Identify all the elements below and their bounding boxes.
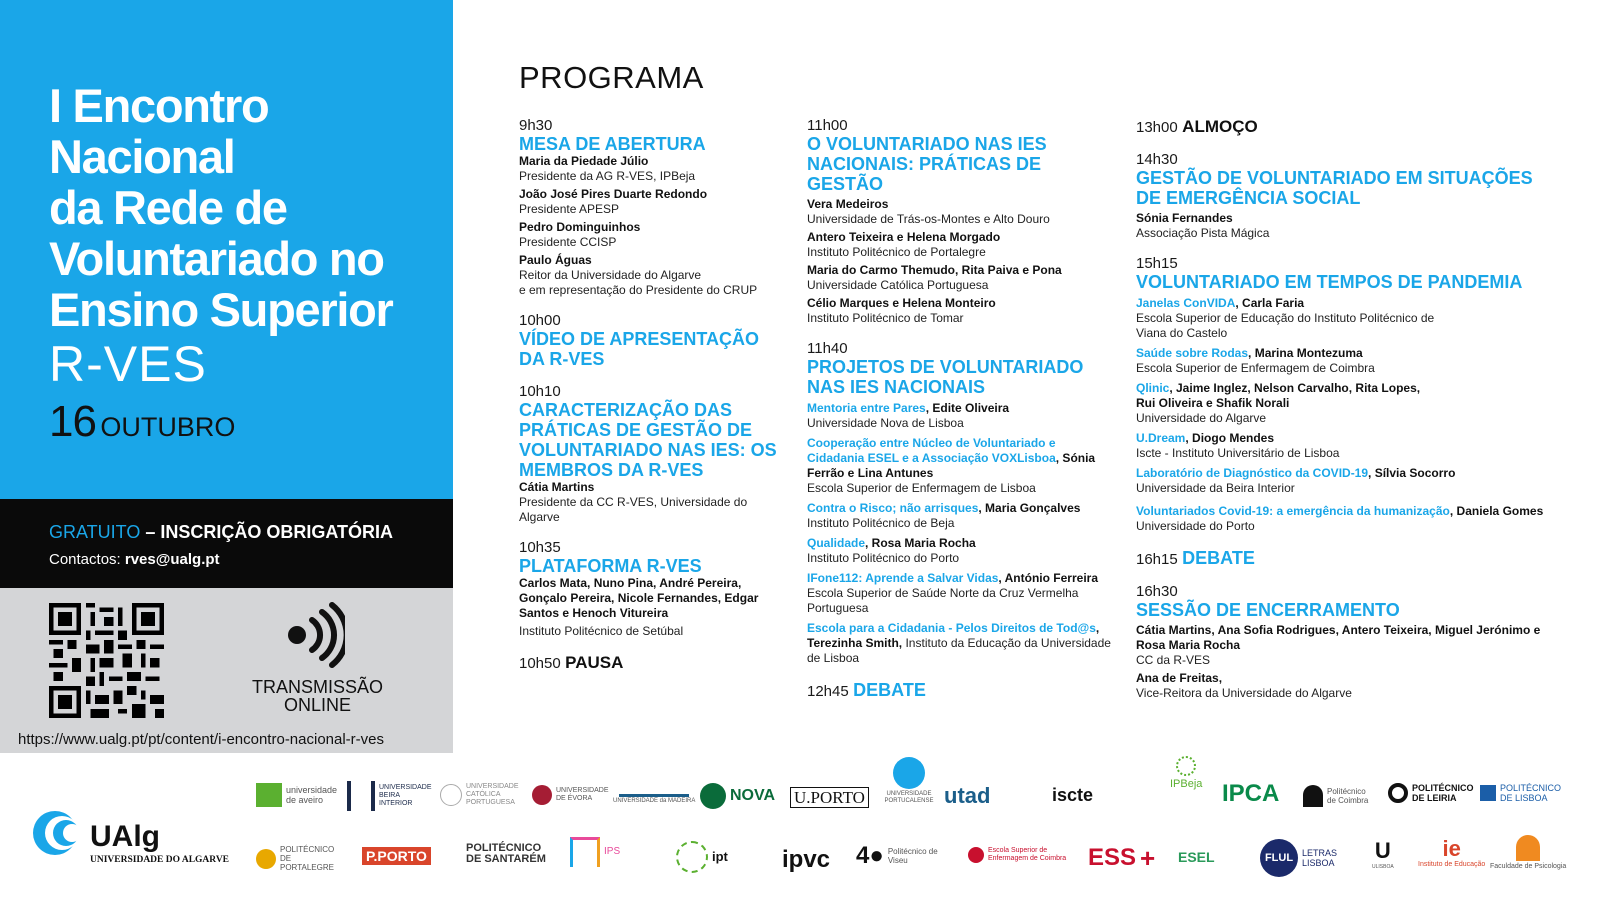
ualg-logo-subtitle: UNIVERSIDADE DO ALGARVE — [90, 855, 230, 865]
logo-ulisboa — [1372, 839, 1394, 870]
logo-text: IPBeja — [1170, 778, 1203, 790]
project-title: Janelas ConVIDA — [1136, 296, 1236, 310]
project-item — [807, 501, 1112, 531]
date-month: OUTUBRO — [100, 412, 236, 442]
speaker — [519, 220, 784, 250]
required-label: – INSCRIÇÃO OBRIGATÓRIA — [140, 522, 394, 542]
project-author: , Daniela Gomes — [1449, 504, 1544, 518]
speaker — [807, 230, 1112, 260]
logo-ipbeja — [1170, 756, 1202, 790]
logo-text: P.PORTO — [362, 847, 431, 865]
project-title: U.Dream — [1136, 431, 1186, 445]
session-time: 10h10 — [519, 383, 561, 400]
portucalense-mark-icon — [893, 757, 925, 789]
project-item — [807, 621, 1112, 666]
ipbeja-mark-icon — [1176, 756, 1196, 776]
speaker — [519, 154, 784, 184]
project-title: Laboratório de Diagnóstico da COVID-19 — [1136, 466, 1369, 480]
logo-text: UNIVERSIDADE BEIRA INTERIOR — [379, 784, 432, 807]
logo-psicologia — [1490, 835, 1566, 871]
project-item — [1136, 381, 1426, 426]
logo-madeira — [613, 781, 695, 805]
project-institution: Instituto Politécnico do Porto — [807, 551, 960, 565]
logo-text: IPS — [604, 846, 621, 857]
session-time: 16h30 — [1136, 583, 1178, 600]
project-item — [807, 401, 1112, 431]
session-practices — [807, 117, 1112, 326]
logo-ipca — [1222, 781, 1279, 807]
session-time: 11h40 — [807, 340, 848, 357]
project-item — [1136, 504, 1556, 534]
session-title: GESTÃO DE VOLUNTARIADO EM SITUAÇÕES — [1136, 168, 1533, 188]
logo-portalegre — [256, 845, 340, 872]
session-lunch — [1136, 117, 1556, 137]
speaker-name: João José Pires Duarte Redondo — [519, 187, 708, 201]
event-url-link[interactable]: https://www.ualg.pt/pt/content/i-encontro-nacional-r-ves — [18, 731, 385, 748]
logo-ubi — [347, 781, 434, 811]
project-institution: Instituto Politécnico de Beja — [807, 516, 955, 530]
logo-text: POLITÉCNICO DE LEIRIA — [1412, 783, 1474, 803]
ualg-logo-name: UAlg — [90, 820, 160, 853]
logo-santarem — [466, 843, 551, 865]
speaker-role: Vice-Reitora da Universidade do Algarve — [1136, 686, 1352, 700]
speaker — [807, 296, 1112, 326]
session-title: PAUSA — [565, 653, 624, 672]
logo-text: Politécnico de Viseu — [887, 847, 938, 865]
speaker — [807, 197, 1112, 227]
speaker-role: Associação Pista Mágica — [1136, 226, 1270, 240]
speaker-name: Maria do Carmo Themudo, Rita Paiva e Pona — [807, 263, 1062, 277]
stream-label-line: ONLINE — [283, 695, 352, 715]
project-author: , Sílvia Socorro — [1368, 466, 1456, 480]
session-title: VÍDEO DE APRESENTAÇÃO — [519, 329, 760, 349]
logo-flul — [1260, 839, 1338, 877]
logo-text: LETRAS LISBOA — [1302, 848, 1338, 868]
logo-text: NOVA — [730, 787, 776, 804]
speaker-name: Antero Teixeira e Helena Morgado — [807, 230, 1001, 244]
title-line: Voluntariado no — [49, 232, 384, 285]
logo-utad — [944, 785, 990, 807]
event-date — [49, 397, 235, 447]
logo-text: universidade de aveiro — [286, 785, 338, 805]
logo-viseu — [856, 842, 938, 869]
session-title: PLATAFORMA R-VES — [519, 556, 702, 576]
logo-ipvc — [782, 847, 830, 873]
program-title: PROGRAMA — [519, 60, 704, 95]
logo-text: utad — [944, 783, 991, 808]
speaker-role: Instituto Politécnico de Setúbal — [519, 624, 684, 638]
logo-text: ESS — [1088, 844, 1137, 871]
project-item — [1136, 466, 1556, 496]
logo-text: POLITÉCNICO DE LISBOA — [1500, 783, 1562, 803]
session-characterization — [519, 383, 784, 525]
free-label: GRATUITO — [49, 522, 141, 542]
logo-ipt — [676, 841, 728, 873]
speaker — [519, 187, 784, 217]
title-line: Ensino Superior — [49, 283, 393, 336]
session-pandemic — [1136, 255, 1556, 534]
session-emergency — [1136, 151, 1556, 241]
project-author: , Edite Oliveira — [925, 401, 1010, 415]
session-debate — [807, 680, 1112, 701]
logo-text: FLUL — [1260, 839, 1298, 877]
session-video — [519, 312, 784, 369]
logo-aveiro — [256, 783, 346, 807]
project-author: , Diogo Mendes — [1185, 431, 1275, 445]
session-time: 10h00 — [519, 312, 561, 329]
speaker-role: Presidente CCISP — [519, 235, 617, 249]
speaker-name: Ana de Freitas, — [1136, 671, 1223, 685]
ipt-mark-icon — [676, 841, 708, 873]
speaker-role: CC da R-VES — [1136, 653, 1211, 667]
ubi-mark-icon — [347, 781, 375, 811]
ips-mark-icon — [570, 837, 600, 867]
catolica-mark-icon — [440, 784, 462, 806]
title-line: Nacional — [49, 130, 235, 183]
registration-panel — [0, 499, 453, 588]
session-title: NACIONAIS: PRÁTICAS DE GESTÃO — [807, 154, 1042, 194]
project-author: , Sónia Ferrão e Lina Antunes — [807, 451, 1096, 480]
contacts-label: Contactos: — [49, 551, 125, 568]
speaker-role: Presidente da AG R-VES, IPBeja — [519, 169, 696, 183]
logo-uporto — [790, 787, 869, 808]
logo-text: Faculdade de Psicologia — [1490, 863, 1567, 870]
contacts-line — [49, 551, 220, 568]
speaker-role: Reitor da Universidade do Algarve — [519, 268, 702, 282]
red-cross-icon: + — [1140, 843, 1156, 873]
speaker-role: Instituto Politécnico de Portalegre — [807, 245, 986, 259]
project-institution: Escola Superior de Enfermagem de Coimbra — [1136, 361, 1375, 375]
project-institution: Universidade do Porto — [1136, 519, 1255, 533]
project-author: , Jaime Inglez, Nelson Carvalho, Rita Lopes, Rui Oliveira e Shafik Norali — [1136, 381, 1421, 410]
event-banner — [0, 0, 453, 499]
speaker-name: Sónia Fernandes — [1136, 211, 1233, 225]
project-institution: Universidade da Beira Interior — [1136, 481, 1295, 495]
program-column-2 — [807, 117, 1112, 715]
logo-text: ULISBOA — [1372, 864, 1394, 870]
project-author: , Carla Faria — [1235, 296, 1305, 310]
project-title: Qlinic — [1136, 381, 1170, 395]
project-author: , Maria Gonçalves — [978, 501, 1081, 515]
session-time: 11h00 — [807, 117, 848, 134]
project-title: Contra o Risco; não arrisques — [807, 501, 979, 515]
logo-text: IPCA — [1222, 780, 1280, 807]
project-institution: Universidade Nova de Lisboa — [807, 416, 964, 430]
project-title: Voluntariados Covid-19: a emergência da humanização — [1136, 504, 1450, 518]
logo-text: U.PORTO — [790, 787, 869, 808]
logo-evora — [532, 785, 609, 805]
session-time: 16h15 — [1136, 551, 1178, 568]
session-closing — [1136, 583, 1556, 701]
session-title: CARACTERIZAÇÃO DAS — [519, 400, 732, 420]
logo-text: iscte — [1052, 785, 1094, 805]
coimbra-mark-icon — [1303, 785, 1323, 807]
project-institution: Instituto da Educação da Universidade de Lisboa — [807, 636, 1111, 665]
session-title: SESSÃO DE ENCERRAMENTO — [1136, 600, 1400, 620]
psicologia-mark-icon — [1516, 835, 1540, 861]
speaker-name: Cátia Martins — [519, 480, 595, 494]
project-title: Mentoria entre Pares — [807, 401, 926, 415]
broadcast-icon — [285, 602, 345, 668]
project-item — [1136, 431, 1556, 461]
logo-ess — [1088, 845, 1155, 871]
speaker-names: Carlos Mata, Nuno Pina, André Pereira, Gonçalo Pereira, Nicole Fernandes, Edgar Santos e Henoch Vitureira — [519, 576, 759, 620]
speaker-name: Maria da Piedade Júlio — [519, 154, 649, 168]
project-title: Saúde sobre Rodas — [1136, 346, 1249, 360]
session-title: VOLUNTARIADO EM TEMPOS DE PANDEMIA — [1136, 272, 1523, 292]
session-time: 15h15 — [1136, 255, 1178, 272]
session-title: NAS IES NACIONAIS — [807, 377, 986, 397]
speaker-role: e em representação do Presidente do CRUP — [519, 283, 758, 297]
logo-text: Politécnico de Coimbra — [1327, 787, 1369, 805]
speaker — [807, 263, 1112, 293]
viseu-40-icon: 4● — [856, 842, 884, 869]
project-institution: Universidade do Algarve — [1136, 411, 1267, 425]
title-line: da Rede de — [49, 181, 287, 234]
speaker-role: Presidente da CC R-VES, Universidade do Algarve — [519, 495, 748, 524]
session-title: PRÁTICAS DE GESTÃO DE — [519, 420, 753, 440]
logo-text: ie — [1442, 836, 1461, 861]
session-title: DEBATE — [1182, 548, 1255, 568]
logo-ips — [570, 837, 620, 867]
speaker-role: Presidente APESP — [519, 202, 620, 216]
speaker-role: Universidade de Trás-os-Montes e Alto Douro — [807, 212, 1050, 226]
logo-text: UNIVERSIDADE DE ÉVORA — [556, 787, 609, 802]
project-item — [1136, 346, 1556, 376]
project-title: IFone112: Aprende a Salvar Vidas — [807, 571, 999, 585]
logo-text: POLITÉCNICO DE SANTARÉM — [466, 842, 546, 865]
stream-label-line: TRANSMISSÃO — [251, 677, 384, 697]
project-item — [807, 571, 1112, 616]
project-item — [807, 536, 1112, 566]
logo-nova — [700, 783, 775, 809]
project-author: , António Ferreira — [998, 571, 1098, 585]
project-item — [807, 436, 1112, 496]
project-title: Qualidade — [807, 536, 866, 550]
session-opening — [519, 117, 784, 298]
session-title: PROJETOS DE VOLUNTARIADO — [807, 357, 1084, 377]
session-time: 9h30 — [519, 117, 553, 134]
speaker-name: Célio Marques e Helena Monteiro — [807, 296, 996, 310]
speaker-names: Cátia Martins, Ana Sofia Rodrigues, Antero Teixeira, Miguel Jerónimo e Rosa Maria Rocha — [1136, 623, 1541, 652]
program-column-3 — [1136, 117, 1556, 715]
speaker — [519, 253, 784, 298]
logo-leiria — [1388, 783, 1472, 803]
leiria-mark-icon — [1388, 783, 1408, 803]
title-line: I Encontro — [49, 79, 269, 132]
project-item — [1136, 296, 1436, 341]
nova-mark-icon — [700, 783, 726, 809]
speaker-name: Pedro Dominguinhos — [519, 220, 641, 234]
session-time: 12h45 — [807, 683, 849, 700]
session-debate — [1136, 548, 1556, 569]
project-institution: Escola Superior de Enfermagem de Lisboa — [807, 481, 1036, 495]
logo-lisboa — [1480, 783, 1570, 803]
lisboa-mark-icon — [1480, 785, 1496, 801]
session-break — [519, 653, 784, 673]
session-title: VOLUNTARIADO NAS IES: OS — [519, 440, 777, 460]
logo-text: ESEL — [1178, 849, 1215, 865]
registration-line — [49, 522, 393, 543]
project-author: , Marina Montezuma — [1248, 346, 1363, 360]
logo-text: ipvc — [782, 846, 831, 873]
speaker-name: Vera Medeiros — [807, 197, 889, 211]
session-platform — [519, 539, 784, 639]
speaker-role: Instituto Politécnico de Tomar — [807, 311, 964, 325]
project-institution: Escola Superior de Educação do Instituto Politécnico de Viana do Castelo — [1136, 311, 1435, 340]
portalegre-mark-icon — [256, 849, 276, 869]
speaker-role: Universidade Católica Portuguesa — [807, 278, 989, 292]
logo-portucalense — [884, 757, 934, 805]
logo-pporto — [362, 847, 431, 865]
session-title: MESA DE ABERTURA — [519, 134, 706, 154]
logo-coimbra — [1303, 785, 1373, 807]
session-projects — [807, 340, 1112, 666]
session-time: 14h30 — [1136, 151, 1178, 168]
contact-email-link[interactable]: rves@ualg.pt — [124, 551, 220, 568]
session-title: DEBATE — [853, 680, 926, 700]
ie-subtitle: Instituto de Educação — [1418, 861, 1486, 868]
qr-code-icon[interactable] — [49, 603, 164, 718]
speaker-name: Paulo Águas — [519, 253, 592, 267]
ualg-logo — [30, 808, 230, 878]
logo-text: UNIVERSIDADE CATÓLICA PORTUGUESA — [466, 783, 519, 806]
partner-logos — [0, 753, 1600, 900]
logo-esenfc — [968, 847, 1073, 863]
aveiro-mark-icon — [256, 783, 282, 807]
event-title — [49, 80, 449, 335]
project-author: , Terezinha Smith, — [807, 621, 1100, 650]
evora-mark-icon — [532, 785, 552, 805]
date-day: 16 — [49, 397, 96, 446]
logo-text: ipt — [712, 849, 728, 864]
esenfc-mark-icon — [968, 847, 984, 863]
logo-text: UNIVERSIDADE da MADEIRA — [613, 798, 696, 804]
logo-ie — [1418, 837, 1485, 869]
ulisboa-mark-icon: U — [1374, 838, 1391, 863]
madeira-mark-icon — [619, 781, 689, 797]
event-acronym: R-VES — [49, 336, 207, 392]
session-title: DA R-VES — [519, 349, 605, 369]
logo-iscte — [1052, 785, 1093, 805]
program-column-1 — [519, 117, 784, 687]
project-title: Cooperação entre Núcleo de Voluntariado e Cidadania ESEL e a Associação VOXLisboa — [807, 436, 1056, 465]
logo-esel — [1178, 849, 1215, 865]
logo-catolica — [440, 783, 521, 807]
logo-text: Escola Superior de Enfermagem de Coimbra — [988, 847, 1067, 862]
logo-text: POLITÉCNICO DE PORTALEGRE — [280, 845, 335, 872]
stream-panel — [0, 588, 453, 753]
stream-label — [240, 678, 395, 714]
session-time: 10h50 — [519, 655, 561, 672]
session-title: ALMOÇO — [1182, 117, 1258, 136]
project-title: Escola para a Cidadania - Pelos Direitos de Tod@s — [807, 621, 1096, 635]
session-time: 13h00 — [1136, 119, 1178, 136]
session-title: O VOLUNTARIADO NAS IES — [807, 134, 1047, 154]
session-time: 10h35 — [519, 539, 561, 556]
project-institution: Escola Superior de Saúde Norte da Cruz Vermelha Portuguesa — [807, 586, 1079, 615]
project-author: , Rosa Maria Rocha — [865, 536, 976, 550]
project-institution: Iscte - Instituto Universitário de Lisboa — [1136, 446, 1340, 460]
logo-text: UNIVERSIDADE PORTUCALENSE — [884, 791, 934, 804]
session-title: MEMBROS DA R-VES — [519, 460, 704, 480]
session-title: DE EMERGÊNCIA SOCIAL — [1136, 188, 1361, 208]
